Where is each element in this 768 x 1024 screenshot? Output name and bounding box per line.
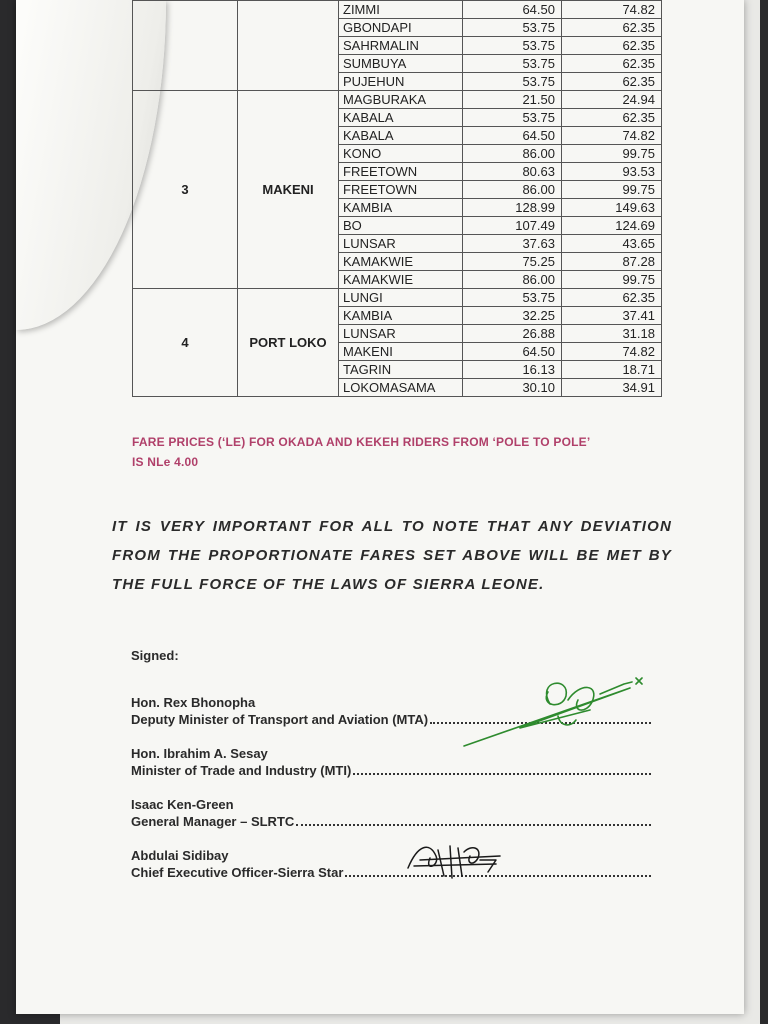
signatory-name: Abdulai Sidibay xyxy=(131,848,229,863)
fare-cell: 37.63 xyxy=(463,235,562,253)
signatory-title: Minister of Trade and Industry (MTI) xyxy=(131,763,352,778)
fare-cell: 53.75 xyxy=(463,37,562,55)
fare-cell: 24.94 xyxy=(562,91,662,109)
warning-statement: IT IS VERY IMPORTANT FOR ALL TO NOTE THAT ANY DEVIATION FROM THE PROPORTIONATE FARES SET ABOVE WILL BE MET BY THE FULL FORCE OF THE LAWS OF SIERRA LEONE. xyxy=(112,518,672,593)
fare-cell: 53.75 xyxy=(463,109,562,127)
fare-cell: 93.53 xyxy=(562,163,662,181)
destination-cell: KAMBIA xyxy=(339,199,463,217)
fare-cell: 75.25 xyxy=(463,253,562,271)
black-signature xyxy=(400,836,510,884)
fare-cell: 62.35 xyxy=(562,73,662,91)
destination-cell: KONO xyxy=(339,145,463,163)
dotted-line xyxy=(353,762,651,775)
group-number-cell: 4 xyxy=(133,289,238,397)
fare-cell: 37.41 xyxy=(562,307,662,325)
fare-cell: 62.35 xyxy=(562,109,662,127)
fare-note-line-1: FARE PRICES (‘LE) FOR OKADA AND KEKEH RIDERS FROM ‘POLE TO POLE’ xyxy=(132,435,591,449)
fare-cell: 53.75 xyxy=(463,73,562,91)
fare-cell: 99.75 xyxy=(562,145,662,163)
fare-cell: 62.35 xyxy=(562,19,662,37)
signature-line xyxy=(131,864,651,881)
fare-cell: 74.82 xyxy=(562,343,662,361)
fare-cell: 87.28 xyxy=(562,253,662,271)
destination-cell: SUMBUYA xyxy=(339,55,463,73)
destination-cell: GBONDAPI xyxy=(339,19,463,37)
destination-cell: PUJEHUN xyxy=(339,73,463,91)
fare-note xyxy=(132,432,672,472)
signatory-name: Hon. Ibrahim A. Sesay xyxy=(131,746,268,761)
fare-cell: 128.99 xyxy=(463,199,562,217)
fare-cell: 64.50 xyxy=(463,127,562,145)
fare-cell: 149.63 xyxy=(562,199,662,217)
destination-cell: FREETOWN xyxy=(339,163,463,181)
destination-cell: LOKOMASAMA xyxy=(339,379,463,397)
signatory-title: Chief Executive Officer-Sierra Star xyxy=(131,865,344,880)
fare-cell: 53.75 xyxy=(463,55,562,73)
signatory-block xyxy=(131,796,651,830)
fare-cell: 64.50 xyxy=(463,1,562,19)
fare-cell: 34.91 xyxy=(562,379,662,397)
group-number-cell: 3 xyxy=(133,91,238,289)
signature-line xyxy=(131,813,651,830)
destination-cell: LUNSAR xyxy=(339,325,463,343)
fare-note-line-2: IS NLe 4.00 xyxy=(132,455,199,469)
destination-cell: LUNSAR xyxy=(339,235,463,253)
destination-cell: KABALA xyxy=(339,109,463,127)
fare-cell: 99.75 xyxy=(562,271,662,289)
fare-table xyxy=(132,0,662,397)
fare-cell: 21.50 xyxy=(463,91,562,109)
destination-cell: MAKENI xyxy=(339,343,463,361)
fare-cell: 86.00 xyxy=(463,271,562,289)
fare-cell: 32.25 xyxy=(463,307,562,325)
fare-cell: 62.35 xyxy=(562,55,662,73)
fare-cell: 18.71 xyxy=(562,361,662,379)
fare-cell: 124.69 xyxy=(562,217,662,235)
fare-cell: 53.75 xyxy=(463,289,562,307)
fare-cell: 31.18 xyxy=(562,325,662,343)
table-row xyxy=(133,91,662,109)
destination-cell: FREETOWN xyxy=(339,181,463,199)
destination-cell: KAMBIA xyxy=(339,307,463,325)
destination-cell: BO xyxy=(339,217,463,235)
group-region-cell: PORT LOKO xyxy=(238,289,339,397)
signatory-title: Deputy Minister of Transport and Aviation (MTA) xyxy=(131,712,429,727)
fare-cell: 74.82 xyxy=(562,127,662,145)
destination-cell: KAMAKWIE xyxy=(339,271,463,289)
fare-cell: 86.00 xyxy=(463,181,562,199)
destination-cell: KAMAKWIE xyxy=(339,253,463,271)
destination-cell: LUNGI xyxy=(339,289,463,307)
signatory-title: General Manager – SLRTC xyxy=(131,814,295,829)
fare-cell: 86.00 xyxy=(463,145,562,163)
fare-cell: 74.82 xyxy=(562,1,662,19)
fare-cell: 26.88 xyxy=(463,325,562,343)
signatory-name: Isaac Ken-Green xyxy=(131,797,234,812)
table-row xyxy=(133,1,662,19)
fare-cell: 62.35 xyxy=(562,289,662,307)
fare-cell: 99.75 xyxy=(562,181,662,199)
table-row xyxy=(133,289,662,307)
group-region-cell-empty xyxy=(238,1,339,91)
destination-cell: KABALA xyxy=(339,127,463,145)
green-signature xyxy=(460,670,650,752)
destination-cell: SAHRMALIN xyxy=(339,37,463,55)
fare-cell: 64.50 xyxy=(463,343,562,361)
signatory-name: Hon. Rex Bhonopha xyxy=(131,695,256,710)
group-region-cell: MAKENI xyxy=(238,91,339,289)
destination-cell: MAGBURAKA xyxy=(339,91,463,109)
signed-label: Signed: xyxy=(131,648,179,663)
fare-cell: 80.63 xyxy=(463,163,562,181)
fare-cell: 30.10 xyxy=(463,379,562,397)
group-sn-cell-empty xyxy=(133,1,238,91)
dotted-line xyxy=(296,813,651,826)
fare-cell: 62.35 xyxy=(562,37,662,55)
destination-cell: ZIMMI xyxy=(339,1,463,19)
fare-cell: 53.75 xyxy=(463,19,562,37)
fare-cell: 16.13 xyxy=(463,361,562,379)
fare-cell: 107.49 xyxy=(463,217,562,235)
fare-cell: 43.65 xyxy=(562,235,662,253)
signatory-block xyxy=(131,847,651,881)
destination-cell: TAGRIN xyxy=(339,361,463,379)
signature-line xyxy=(131,762,651,779)
